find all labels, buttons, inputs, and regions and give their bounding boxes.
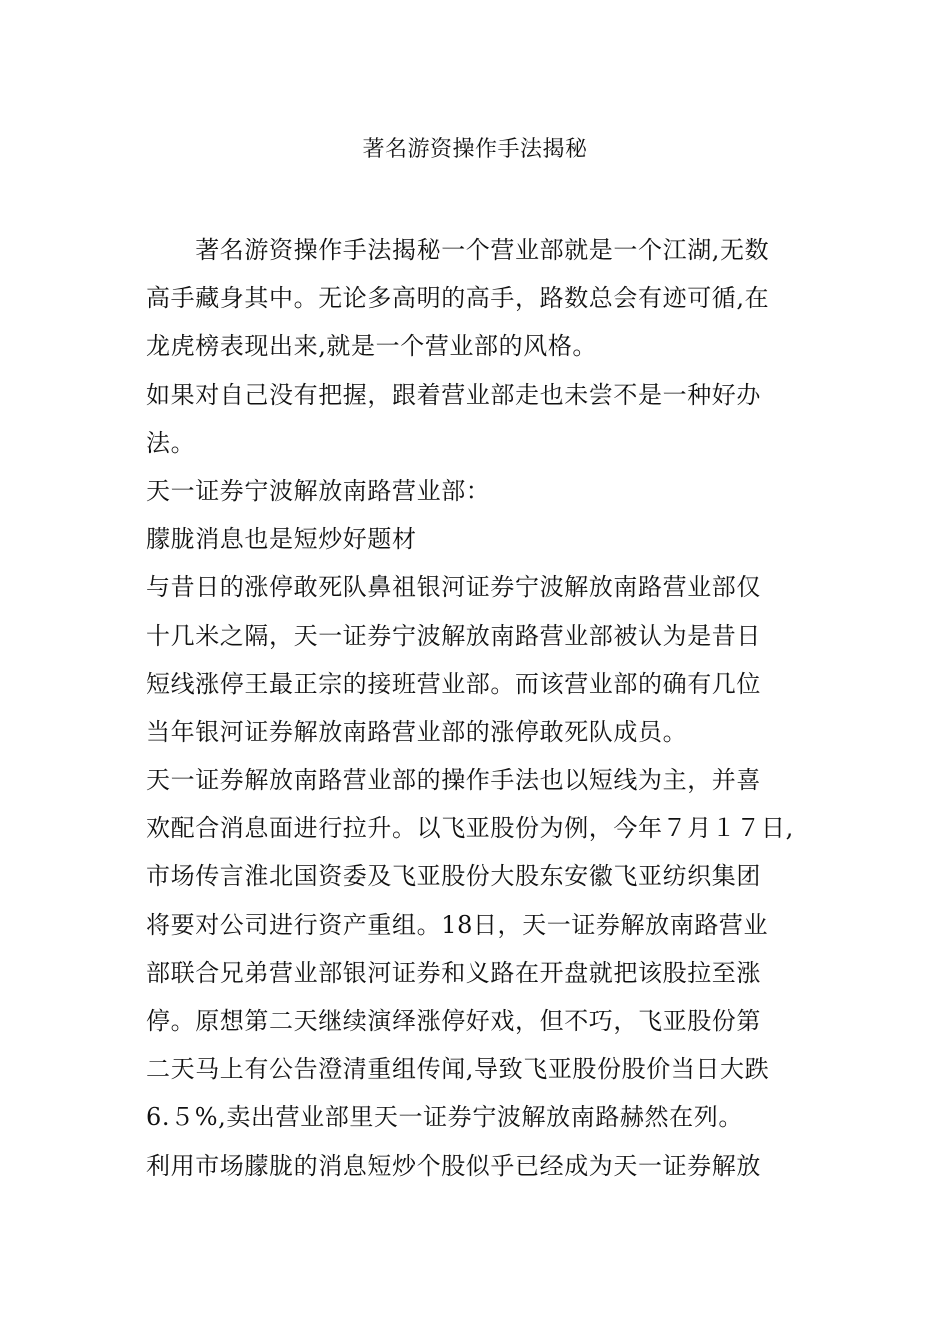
section-subheading: 朦胧消息也是短炒好题材 bbox=[146, 525, 417, 554]
body-line: 当年银河证券解放南路营业部的涨停敢死队成员。 bbox=[146, 717, 688, 746]
body-line: 6.５%,卖出营业部里天一证券宁波解放南路赫然在列。 bbox=[146, 1103, 743, 1132]
body-line: 利用市场朦胧的消息短炒个股似乎已经成为天一证券解放 bbox=[146, 1151, 761, 1180]
body-line: 十几米之隔，天一证券宁波解放南路营业部被认为是昔日 bbox=[146, 621, 761, 650]
body-line: 短线涨停王最正宗的接班营业部。而该营业部的确有几位 bbox=[146, 669, 761, 698]
document-body bbox=[146, 230, 826, 1194]
body-line: 将要对公司进行资产重组。18日，天一证券解放南路营业 bbox=[146, 910, 769, 939]
body-line: 高手藏身其中。无论多高明的高手，路数总会有迹可循,在 bbox=[146, 284, 770, 313]
body-line: 部联合兄弟营业部银河证券和义路在开盘就把该股拉至涨 bbox=[146, 958, 761, 987]
document-title: 著名游资操作手法揭秘 bbox=[362, 137, 588, 162]
body-line: 如果对自己没有把握，跟着营业部走也未尝不是一种好办 bbox=[146, 380, 761, 409]
body-line: 市场传言淮北国资委及飞亚股份大股东安徽飞亚纺织集团 bbox=[146, 862, 761, 891]
body-line: 天一证券解放南路营业部的操作手法也以短线为主，并喜 bbox=[146, 766, 761, 795]
body-line: 停。原想第二天继续演绎涨停好戏，但不巧，飞亚股份第 bbox=[146, 1007, 761, 1035]
body-line: 与昔日的涨停敢死队鼻祖银河证券宁波解放南路营业部仅 bbox=[146, 573, 761, 602]
body-line: 法。 bbox=[146, 428, 196, 457]
section-heading: 天一证券宁波解放南路营业部： bbox=[146, 476, 491, 505]
body-line: 著名游资操作手法揭秘一个营业部就是一个江湖,无数 bbox=[146, 236, 770, 264]
body-line: 欢配合消息面进行拉升。以飞亚股份为例，今年７月１７日, bbox=[146, 814, 794, 843]
body-line: 二天马上有公告澄清重组传闻,导致飞亚股份股价当日大跌 bbox=[146, 1055, 770, 1084]
body-line: 龙虎榜表现出来,就是一个营业部的风格。 bbox=[146, 332, 598, 361]
